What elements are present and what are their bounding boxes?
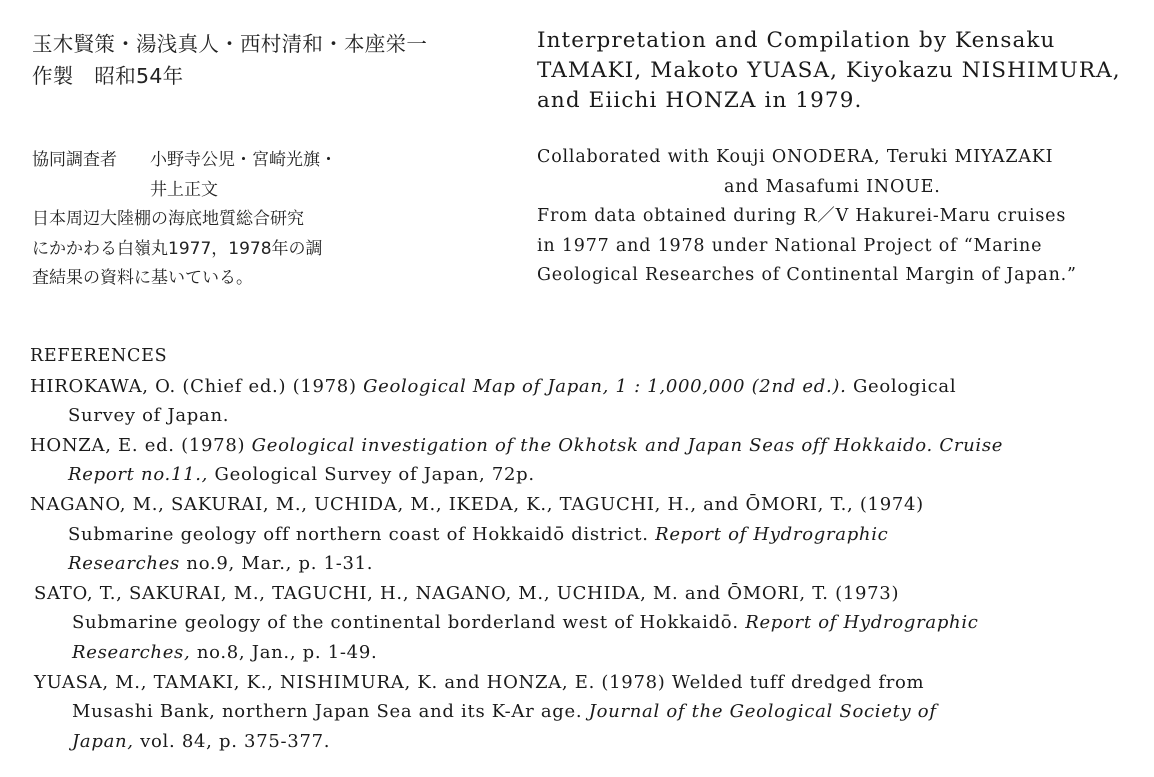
references-section — [30, 342, 1003, 756]
jp-collaborators-block — [32, 146, 337, 294]
en-title-line-3: and Eiichi HONZA in 1979. — [537, 88, 863, 113]
jp-collab-label: 協同調査者 — [32, 150, 117, 170]
reference-item: HONZA, E. ed. (1978) Geological investigation of the Okhotsk and Japan Seas off Hokkaido. Cruise Report no.11., Geological Survey of Japan, 72p. — [30, 434, 1004, 486]
jp-credits — [32, 28, 427, 92]
reference-item: YUASA, M., TAMAKI, K., NISHIMURA, K. and HONZA, E. (1978) Welded tuff dredged from Musashi Bank, northern Japan Sea and its K-Ar age. Journal of the Geological Society of Japan, vol. 84, p. 375-377. — [34, 671, 937, 752]
jp-note-line-1: 日本周辺大陸棚の海底地質総合研究 — [32, 209, 304, 229]
en-title-line-2: TAMAKI, Makoto YUASA, Kiyokazu NISHIMURA, — [537, 58, 1121, 83]
jp-note-line-3: 査結果の資料に基いている。 — [32, 268, 253, 288]
en-collab-line-1: Collaborated with Kouji ONODERA, Teruki MIYAZAKI — [537, 147, 1054, 167]
reference-item: NAGANO, M., SAKURAI, M., UCHIDA, M., IKEDA, K., TAGUCHI, H., and ŌMORI, T., (1974) Submarine geology off northern coast of Hokkaidō district. Report of Hydrographic Researches no.9, Mar., p. 1-31. — [30, 493, 924, 575]
en-data-line-2: in 1977 and 1978 under National Project of “Marine — [537, 235, 1043, 256]
en-collaborators-block — [537, 143, 1077, 291]
en-data-line-3: Geological Researches of Continental Margin of Japan.” — [537, 265, 1077, 285]
en-collab-line-2: and Masafumi INOUE. — [724, 176, 941, 197]
jp-note-line-2: にかかわる白嶺丸1977，1978年の調 — [32, 238, 323, 259]
en-title-line-1: Interpretation and Compilation by Kensaku — [537, 28, 1056, 53]
jp-collab-names-1: 小野寺公児・宮崎光旗・ — [150, 150, 337, 170]
jp-collab-names-2: 井上正文 — [150, 179, 218, 200]
jp-authors: 玉木賢策・湯浅真人・西村清和・本座栄一 — [32, 32, 428, 56]
en-credits — [537, 26, 1121, 116]
jp-made-date: 作製 昭和54年 — [32, 64, 184, 88]
reference-item: HIROKAWA, O. (Chief ed.) (1978) Geological Map of Japan, 1 : 1,000,000 (2nd ed.). Geological Survey of Japan. — [30, 375, 957, 427]
en-data-line-1: From data obtained during R／V Hakurei-Maru cruises — [537, 206, 1067, 226]
references-heading: REFERENCES — [30, 346, 168, 366]
reference-item: SATO, T., SAKURAI, M., TAGUCHI, H., NAGANO, M., UCHIDA, M. and ŌMORI, T. (1973) Submarine geology of the continental borderland west of Hokkaidō. Report of Hydrographic Researches, no.8, Jan., p. 1-49. — [34, 582, 979, 663]
